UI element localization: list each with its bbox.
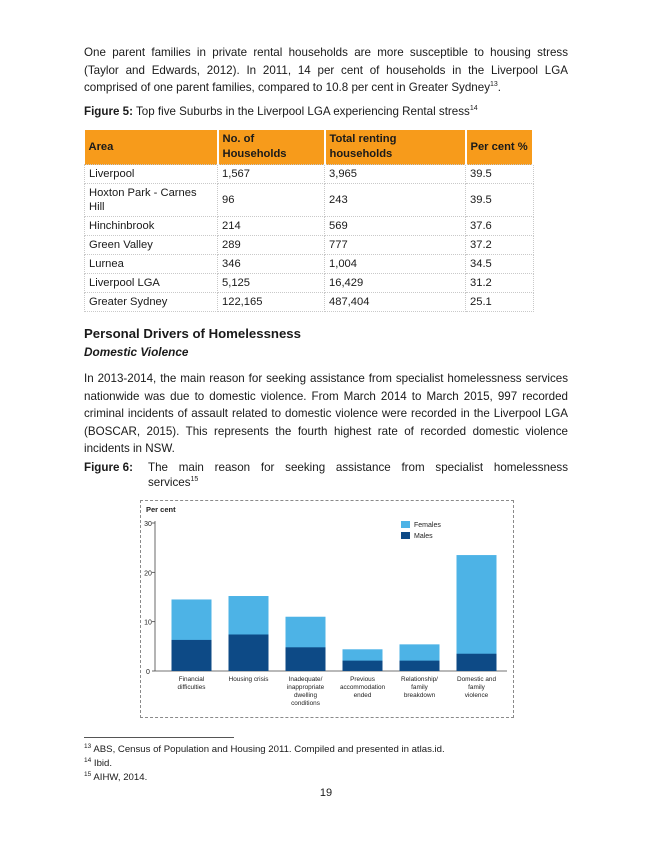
y-tick-label: 20 bbox=[144, 570, 152, 578]
intro-paragraph-text: One parent families in private rental households are more susceptible to housing stress (Taylor and Edwards, 2012). In 2011, 14 per cent of households in the Liverpool LGA comprised of one parent families, compared to 10.8 per cent in Greater Sydney bbox=[84, 46, 568, 95]
header-total-renting: Total renting households bbox=[325, 130, 466, 165]
cell-per-cent: 31.2 bbox=[466, 274, 534, 293]
x-tick-label: Previous bbox=[350, 676, 375, 683]
cell-total-renting: 487,404 bbox=[325, 293, 466, 312]
cell-per-cent: 39.5 bbox=[466, 184, 534, 217]
x-tick-label: violence bbox=[464, 692, 489, 699]
cell-households: 5,125 bbox=[218, 274, 325, 293]
x-tick-label: family bbox=[411, 684, 428, 691]
figure-5-caption bbox=[84, 104, 568, 119]
figure-6-label: Figure 6: bbox=[84, 461, 133, 474]
page-number: 19 bbox=[319, 787, 333, 799]
cell-per-cent: 37.6 bbox=[466, 217, 534, 236]
table-row bbox=[85, 255, 534, 274]
footnote-text: ABS, Census of Population and Housing 2011. Compiled and presented in atlas.id. bbox=[93, 744, 445, 755]
footnote-rule bbox=[84, 737, 234, 738]
intro-paragraph bbox=[84, 44, 568, 97]
x-tick-label: breakdown bbox=[403, 692, 436, 699]
footnote-ref: 14 bbox=[469, 105, 478, 113]
table-row bbox=[85, 165, 534, 184]
table-row bbox=[85, 236, 534, 255]
y-tick-label: 30 bbox=[144, 521, 152, 528]
x-tick-label: Relationship/ bbox=[401, 676, 438, 683]
reasons-chart-svg bbox=[141, 501, 513, 717]
y-tick-label: 0 bbox=[146, 669, 150, 676]
bar-males bbox=[286, 647, 326, 671]
footnote-ref: 15 bbox=[190, 476, 199, 484]
footnote-number: 13 bbox=[84, 742, 92, 750]
header-area: Area bbox=[85, 130, 218, 165]
bar-males bbox=[343, 661, 383, 671]
cell-per-cent: 25.1 bbox=[466, 293, 534, 312]
footnote-15 bbox=[84, 772, 147, 784]
cell-per-cent: 37.2 bbox=[466, 236, 534, 255]
x-tick-label: Housing crisis bbox=[228, 676, 269, 683]
x-tick-label: accommodation bbox=[339, 684, 386, 691]
footnote-number: 14 bbox=[84, 756, 92, 764]
figure-6-caption-line1: The main reason for seeking assistance from specialist homelessness bbox=[148, 461, 568, 474]
footnote-14 bbox=[84, 758, 112, 770]
cell-per-cent: 39.5 bbox=[466, 165, 534, 184]
footnote-13 bbox=[84, 744, 445, 756]
cell-per-cent: 34.5 bbox=[466, 255, 534, 274]
cell-total-renting: 569 bbox=[325, 217, 466, 236]
cell-total-renting: 243 bbox=[325, 184, 466, 217]
cell-total-renting: 16,429 bbox=[325, 274, 466, 293]
x-tick-label: ended bbox=[353, 692, 372, 699]
bar-females bbox=[457, 555, 497, 671]
figure-5-caption-text: Top five Suburbs in the Liverpool LGA experiencing Rental stress bbox=[135, 105, 470, 118]
cell-area: Liverpool LGA bbox=[85, 274, 218, 293]
cell-households: 346 bbox=[218, 255, 325, 274]
cell-area: Greater Sydney bbox=[85, 293, 218, 312]
x-tick-label: Financial bbox=[178, 676, 205, 683]
cell-total-renting: 777 bbox=[325, 236, 466, 255]
x-tick-label: inappropriate bbox=[286, 684, 325, 691]
bar-males bbox=[457, 654, 497, 671]
x-tick-label: Domestic and bbox=[456, 676, 497, 683]
table-row bbox=[85, 293, 534, 312]
cell-households: 1,567 bbox=[218, 165, 325, 184]
rental-stress-table bbox=[84, 130, 534, 312]
intro-paragraph-end: . bbox=[497, 81, 502, 95]
header-per-cent: Per cent % bbox=[466, 130, 534, 165]
y-axis-label: Per cent bbox=[146, 505, 176, 514]
bar-males bbox=[400, 661, 440, 671]
footnote-ref: 13 bbox=[490, 81, 498, 89]
cell-households: 289 bbox=[218, 236, 325, 255]
table-header-row bbox=[85, 130, 534, 165]
x-tick-label: family bbox=[468, 684, 485, 691]
section-heading: Personal Drivers of Homelessness bbox=[84, 326, 301, 341]
table-row bbox=[85, 217, 534, 236]
table-body bbox=[85, 165, 534, 312]
table-row bbox=[85, 184, 534, 217]
bar-males bbox=[172, 640, 212, 671]
cell-households: 96 bbox=[218, 184, 325, 217]
figure-5-label: Figure 5: bbox=[84, 105, 133, 118]
x-tick-label: dwelling bbox=[293, 692, 318, 699]
legend-label-females: Females bbox=[414, 522, 441, 529]
x-tick-label: difficulties bbox=[177, 684, 206, 691]
footnote-text: AIHW, 2014. bbox=[93, 772, 148, 783]
cell-area: Hoxton Park - Carnes Hill bbox=[85, 184, 218, 217]
bar-males bbox=[229, 634, 269, 671]
legend-label-males: Males bbox=[414, 533, 433, 540]
table-row bbox=[85, 274, 534, 293]
reasons-chart bbox=[140, 500, 514, 718]
cell-households: 122,165 bbox=[218, 293, 325, 312]
cell-area: Lurnea bbox=[85, 255, 218, 274]
footnote-text: Ibid. bbox=[93, 758, 113, 769]
x-tick-label: Inadequate/ bbox=[288, 676, 323, 683]
figure-6-caption-line2: services bbox=[148, 476, 191, 489]
cell-area: Liverpool bbox=[85, 165, 218, 184]
cell-area: Hinchinbrook bbox=[85, 217, 218, 236]
header-households: No. of Households bbox=[218, 130, 325, 165]
cell-area: Green Valley bbox=[85, 236, 218, 255]
legend-swatch-females bbox=[401, 521, 410, 528]
cell-households: 214 bbox=[218, 217, 325, 236]
cell-total-renting: 1,004 bbox=[325, 255, 466, 274]
cell-total-renting: 3,965 bbox=[325, 165, 466, 184]
y-tick-label: 10 bbox=[144, 619, 152, 627]
footnote-number: 15 bbox=[84, 770, 92, 778]
figure-6-caption bbox=[84, 460, 568, 490]
legend-swatch-males bbox=[401, 532, 410, 539]
subsection-heading: Domestic Violence bbox=[84, 345, 189, 359]
domestic-violence-paragraph: In 2013-2014, the main reason for seeking assistance from specialist homelessness services nationwide was due to domestic violence. From March 2014 to March 2015, 997 recorded criminal incidents of assault related to domestic violence were recorded in the Liverpool LGA (BOSCAR, 2015). This represents the fourth highest rate of recorded domestic violence incidents in NSW. bbox=[84, 372, 568, 456]
x-tick-label: conditions bbox=[291, 700, 320, 707]
